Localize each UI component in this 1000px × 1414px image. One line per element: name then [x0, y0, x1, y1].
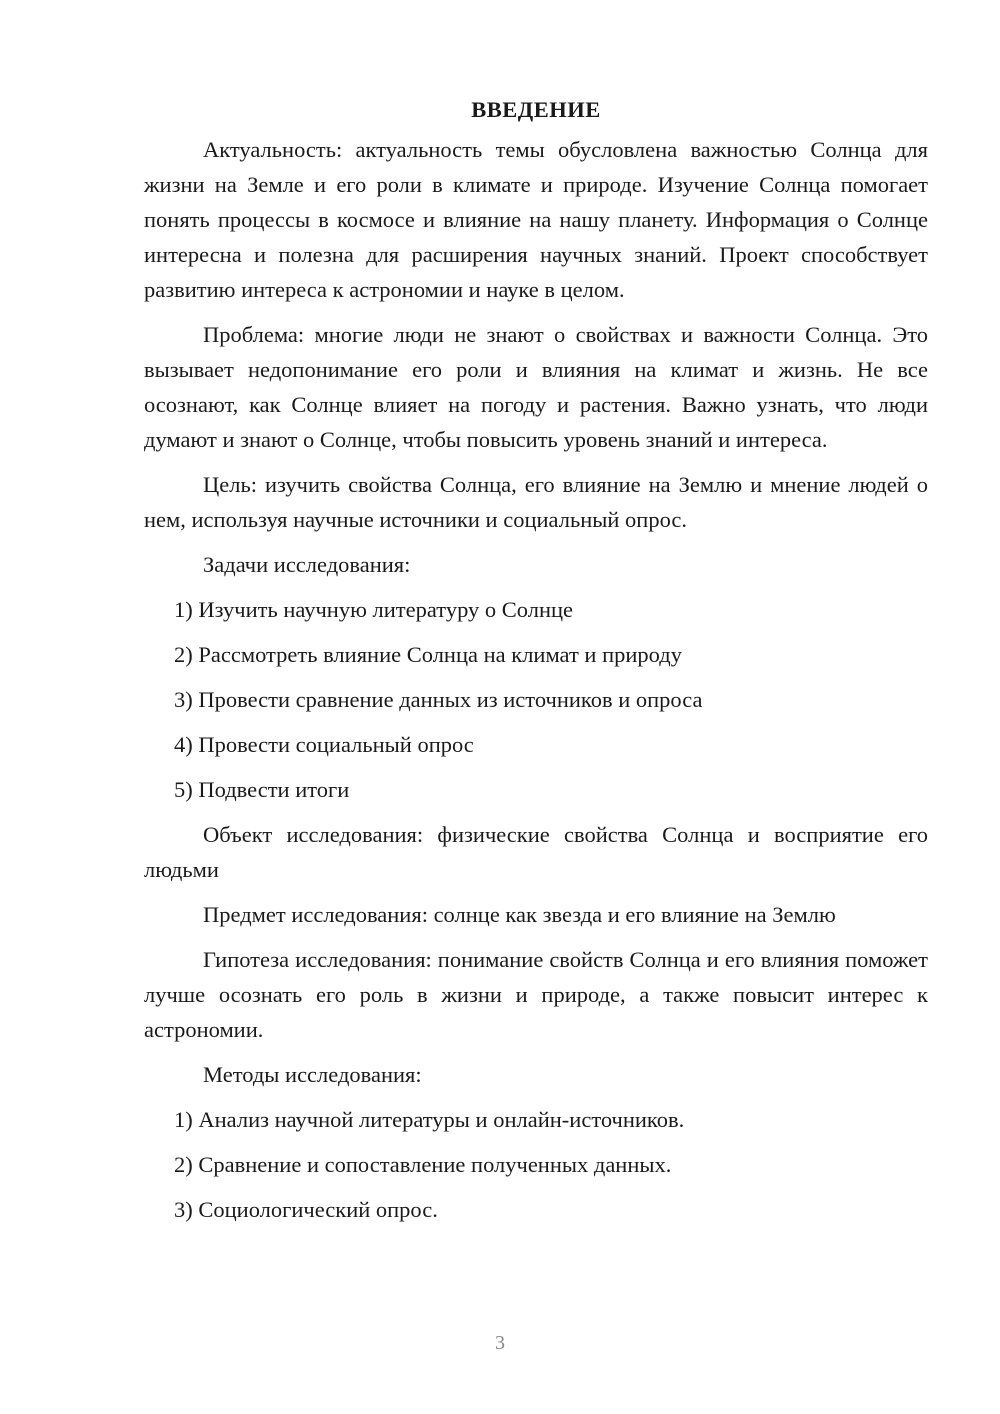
list-item: 3) Провести сравнение данных из источников и опроса [174, 687, 703, 712]
methods-list [144, 1102, 928, 1227]
page-number: 3 [495, 1332, 505, 1354]
hypothesis-paragraph: Гипотеза исследования: понимание свойств Солнца и его влияния поможет лучше осознать его роль в жизни и природе, а также повысит интерес к астрономии. [144, 947, 928, 1042]
list-item: 4) Провести социальный опрос [174, 732, 474, 757]
subject-paragraph: Предмет исследования: солнце как звезда и его влияние на Землю [203, 902, 836, 927]
list-item: 5) Подвести итоги [174, 777, 350, 802]
tasks-list [144, 592, 928, 807]
list-item: 2) Сравнение и сопоставление полученных данных. [174, 1152, 672, 1177]
object-paragraph: Объект исследования: физические свойства Солнца и восприятие его людьми [144, 822, 928, 882]
list-item: 3) Социологический опрос. [174, 1197, 438, 1222]
list-item: 2) Рассмотреть влияние Солнца на климат и природу [174, 642, 682, 667]
section-heading: ВВЕДЕНИЕ [471, 97, 601, 122]
list-item: 1) Изучить научную литературу о Солнце [174, 597, 574, 622]
document-page [144, 92, 928, 1237]
list-item: 1) Анализ научной литературы и онлайн-источников. [174, 1107, 685, 1132]
methods-title: Методы исследования: [203, 1062, 422, 1087]
problem-paragraph: Проблема: многие люди не знают о свойствах и важности Солнца. Это вызывает недопонимание его роли и влияния на климат и жизнь. Не все осознают, как Солнце влияет на погоду и растения. Важно узнать, что люди думают и знают о Солнце, чтобы повысить уровень знаний и интереса. [144, 322, 928, 452]
relevance-paragraph: Актуальность: актуальность темы обусловлена важностью Солнца для жизни на Земле и его роли в климате и природе. Изучение Солнца помогает понять процессы в космосе и влияние на нашу планету. Информация о Солнце интересна и полезна для расширения научных знаний. Проект способствует развитию интереса к астрономии и науке в целом. [144, 137, 928, 302]
goal-paragraph: Цель: изучить свойства Солнца, его влияние на Землю и мнение людей о нем, используя научные источники и социальный опрос. [144, 472, 928, 532]
tasks-title: Задачи исследования: [203, 552, 411, 577]
